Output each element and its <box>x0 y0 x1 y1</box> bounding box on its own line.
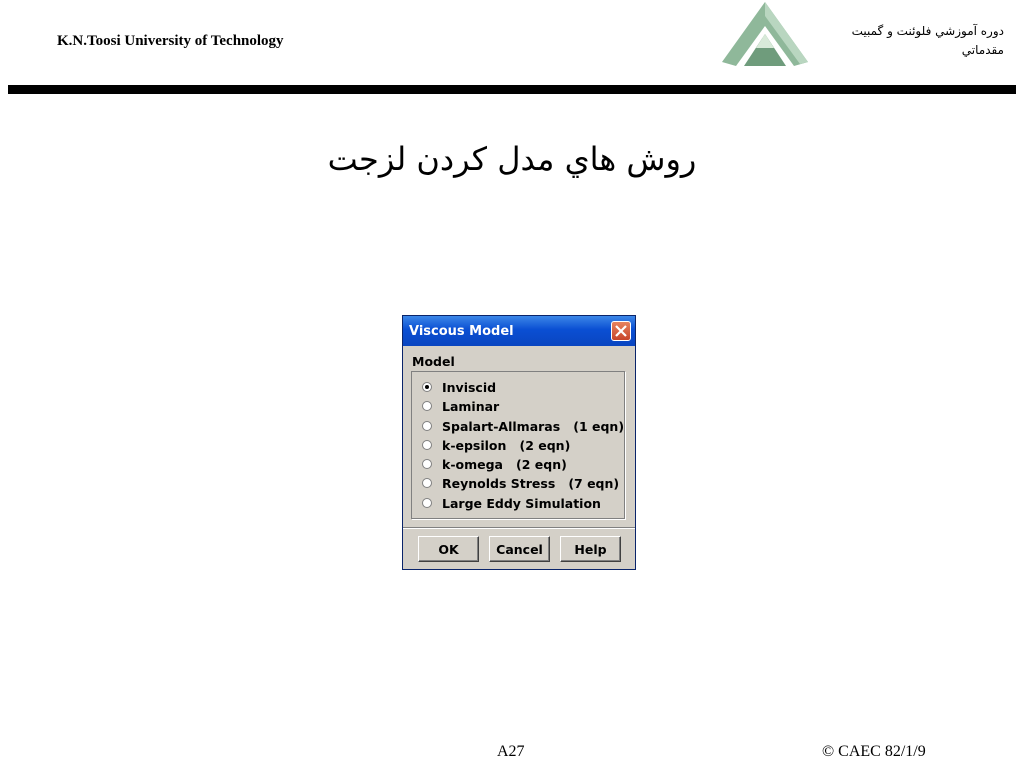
model-group-label: Model <box>412 354 455 369</box>
course-line-1: دوره آموزشي فلوئنت و گمبيت <box>851 24 1004 38</box>
cancel-button[interactable]: Cancel <box>489 536 550 562</box>
model-option-label: Reynolds Stress (7 eqn) <box>442 476 620 492</box>
radio-icon[interactable] <box>422 498 432 508</box>
close-icon <box>615 325 627 337</box>
header-divider <box>8 85 1016 94</box>
page-number: A27 <box>497 743 525 760</box>
radio-icon[interactable] <box>422 382 432 392</box>
radio-icon[interactable] <box>422 459 432 469</box>
model-group <box>411 371 625 519</box>
help-button[interactable]: Help <box>560 536 621 562</box>
radio-icon[interactable] <box>422 401 432 411</box>
radio-icon[interactable] <box>422 478 432 488</box>
ok-button[interactable]: OK <box>418 536 479 562</box>
model-option-label: k-epsilon (2 eqn) <box>442 437 571 453</box>
button-separator <box>403 527 635 529</box>
close-button[interactable] <box>611 321 631 341</box>
course-line-2: مقدماتي <box>961 43 1004 57</box>
dialog-title: Viscous Model <box>409 324 514 339</box>
copyright: © CAEC 82/1/9 <box>822 743 926 760</box>
university-name: K.N.Toosi University of Technology <box>57 33 284 49</box>
model-option-label: Spalart-Allmaras (1 eqn) <box>442 418 625 434</box>
radio-icon[interactable] <box>422 440 432 450</box>
model-option-label: Inviscid <box>442 380 497 395</box>
model-option-label: Large Eddy Simulation <box>442 495 601 511</box>
model-option-label: Laminar <box>442 399 500 415</box>
model-option-label: k-omega (2 eqn) <box>442 457 567 473</box>
viscous-model-dialog <box>402 315 636 570</box>
dialog-titlebar[interactable] <box>403 316 635 346</box>
slide-title: روش هاي مدل كردن لزجت <box>327 140 697 178</box>
radio-icon[interactable] <box>422 421 432 431</box>
course-title <box>784 22 1004 60</box>
